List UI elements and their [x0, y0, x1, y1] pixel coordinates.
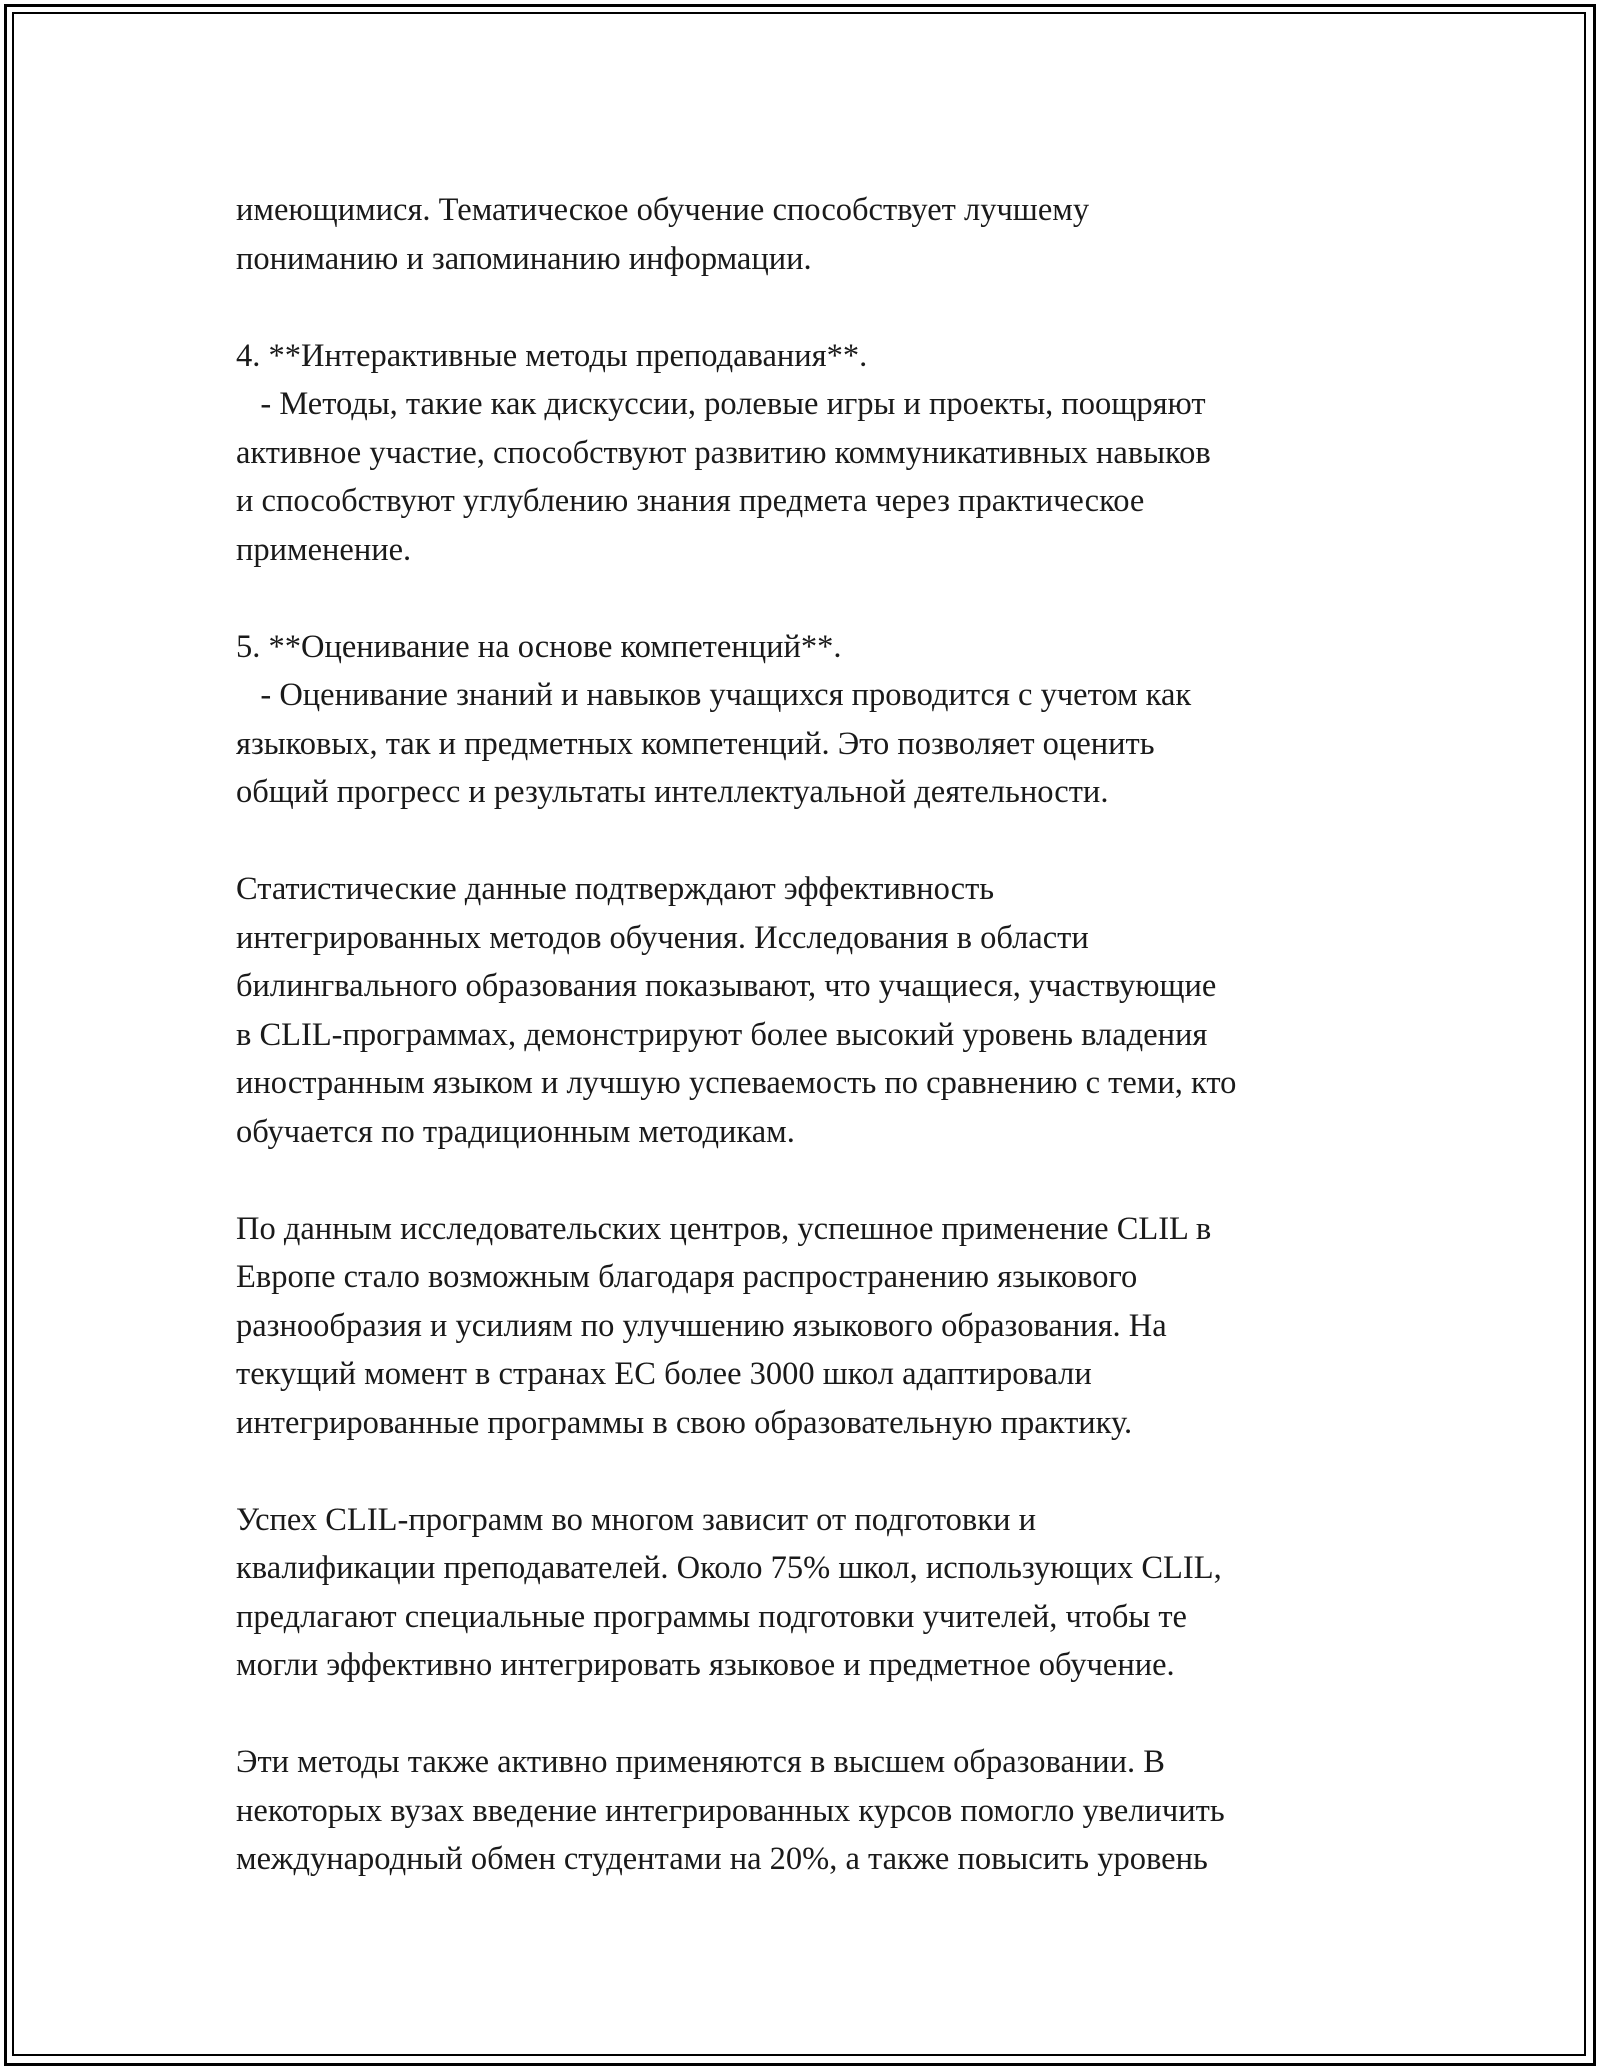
- text-line: Статистические данные подтверждают эффективность: [236, 871, 995, 907]
- blank-line: [236, 1690, 1406, 1739]
- blank-line: [236, 817, 1406, 866]
- text-line: общий прогресс и результаты интеллектуальной деятельности.: [236, 774, 1109, 810]
- blank-line: [236, 1447, 1406, 1496]
- text-line: применение.: [236, 531, 412, 568]
- text-line: обучается по традиционным методикам.: [236, 1113, 795, 1150]
- text-line: интегрированные программы в свою образовательную практику.: [236, 1404, 1133, 1441]
- document-body: [236, 186, 1406, 1884]
- list-heading: 4. **Интерактивные методы преподавания**.: [236, 337, 868, 374]
- text-line: разнообразия и усилиям по улучшению языкового образования. На: [236, 1307, 1167, 1344]
- text-line: билингвального образования показывают, что учащиеся, участвующие: [236, 968, 1217, 1004]
- text-line: - Методы, такие как дискуссии, ролевые игры и проекты, поощряют: [236, 386, 1206, 422]
- blank-line: [236, 283, 1406, 332]
- text-line: квалификации преподавателей. Около 75% школ, использующих CLIL,: [236, 1550, 1222, 1586]
- text-line: активное участие, способствуют развитию коммуникативных навыков: [236, 434, 1211, 471]
- text-line: в CLIL-программах, демонстрируют более высокий уровень владения: [236, 1016, 1208, 1053]
- blank-line: [236, 1156, 1406, 1205]
- text-line: языковых, так и предметных компетенций. Это позволяет оценить: [236, 725, 1155, 762]
- text-line: и способствуют углублению знания предмета через практическое: [236, 483, 1145, 519]
- blank-line: [236, 574, 1406, 623]
- text-line: По данным исследовательских центров, успешное применение CLIL в: [236, 1210, 1212, 1247]
- text-line: иностранным языком и лучшую успеваемость по сравнению с теми, кто: [236, 1065, 1237, 1101]
- text-line: могли эффективно интегрировать языковое и предметное обучение.: [236, 1647, 1175, 1683]
- text-line: международный обмен студентами на 20%, а также повысить уровень: [236, 1841, 1208, 1877]
- list-heading: 5. **Оценивание на основе компетенций**.: [236, 628, 842, 665]
- text-line: - Оценивание знаний и навыков учащихся проводится с учетом как: [236, 677, 1192, 713]
- text-line: имеющимися. Тематическое обучение способствует лучшему: [236, 192, 1090, 228]
- text-line: предлагают специальные программы подготовки учителей, чтобы те: [236, 1598, 1187, 1635]
- text-line: Успех CLIL-программ во многом зависит от подготовки и: [236, 1501, 1036, 1538]
- text-line: Эти методы также активно применяются в высшем образовании. В: [236, 1744, 1165, 1780]
- text-line: пониманию и запоминанию информации.: [236, 240, 812, 277]
- text-line: текущий момент в странах ЕС более 3000 школ адаптировали: [236, 1356, 1092, 1392]
- text-line: интегрированных методов обучения. Исследования в области: [236, 919, 1089, 956]
- text-line: Европе стало возможным благодаря распространению языкового: [236, 1259, 1138, 1295]
- text-line: некоторых вузах введение интегрированных курсов помогло увеличить: [236, 1792, 1225, 1829]
